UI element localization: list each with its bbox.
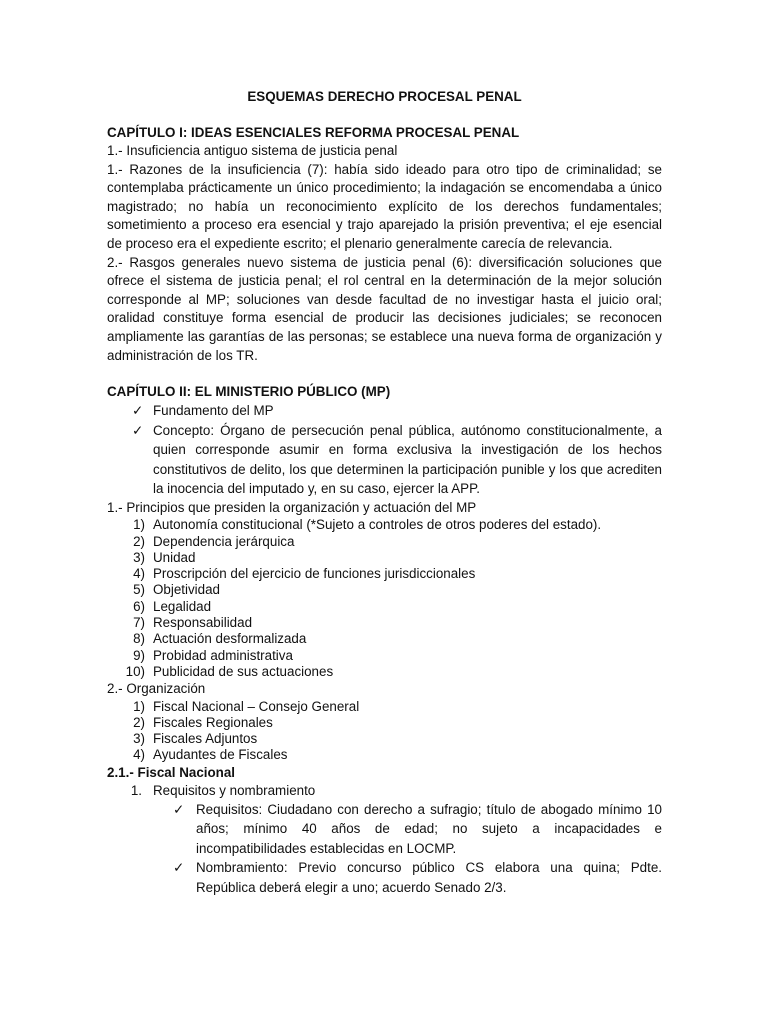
list-item: 2) Fiscales Regionales: [133, 714, 273, 730]
organizacion-heading: 2.- Organización: [107, 681, 206, 697]
chapter-1-paragraph-1: 1.- Insuficiencia antiguo sistema de justicia penal: [107, 143, 398, 158]
document-title: ESQUEMAS DERECHO PROCESAL PENAL: [247, 89, 522, 104]
list-item: 5) Objetividad: [133, 582, 220, 598]
list-item: 2) Dependencia jerárquica: [133, 533, 295, 549]
chapter-1-paragraph-2: 1.- Razones de la insuficiencia (7): había sido ideado para otro tipo de criminalidad; se contemplaba prácticamente un único procedimiento; la indagación se encomendaba a único magistrado; no había un reconocimiento explícito de los derechos fundamentales; sometimiento a proceso era esencial y trajo aparejado la prisión preventiva; el eje esencial de proceso era el expediente escrito; el plenario generalmente carecía de relevancia.: [107, 161, 662, 251]
principios-heading: 1.- Principios que presiden la organización y actuación del MP: [107, 499, 477, 515]
check-item: [107, 401, 662, 421]
list-item: 1. Requisitos y nombramiento: [130, 782, 316, 798]
list-item: 4) Proscripción del ejercicio de funciones jurisdiccionales: [133, 566, 476, 582]
check-icon: ✓: [173, 860, 185, 876]
check-icon: ✓: [173, 801, 185, 817]
check-item: [107, 421, 662, 499]
list-item: 6) Legalidad: [133, 598, 212, 614]
check-item-text: Nombramiento: Previo concurso público CS elabora una quina; Pdte. República deberá elegir a uno; acuerdo Senado 2/3.: [196, 860, 662, 895]
list-item: 7) Responsabilidad: [133, 615, 253, 630]
check-item-text: Requisitos: Ciudadano con derecho a sufragio; título de abogado mínimo 10 años; mínimo 40 años de edad; no sujeto a incapacidades e incompatibilidades establecidas en LOCMP.: [196, 801, 662, 856]
chapter-2-heading: CAPÍTULO II: EL MINISTERIO PÚBLICO (MP): [107, 384, 391, 400]
list-item: 4) Ayudantes de Fiscales: [133, 747, 288, 763]
spacer: [107, 365, 662, 383]
list-item: 1) Fiscal Nacional – Consejo General: [133, 698, 360, 714]
check-item: [107, 858, 662, 897]
list-item: 3) Fiscales Adjuntos: [133, 731, 258, 747]
list-item: 8) Actuación desformalizada: [133, 631, 307, 647]
chapter-1-paragraph-3: 2.- Rasgos generales nuevo sistema de justicia penal (6): diversificación soluciones que ofrece el sistema de justicia penal; el rol central en la determinación de la mejor solución corresponde al MP; soluciones van desde facultad de no investigar hasta el juicio oral; oralidad constituye forma esencial de producir las decisiones judiciales; se reconocen ampliamente las garantías de las personas; se establece una nueva forma de organización y administración de los TR.: [107, 254, 662, 363]
chapter-1-heading: CAPÍTULO I: IDEAS ESENCIALES REFORMA PROCESAL PENAL: [107, 125, 520, 140]
check-item: [107, 800, 662, 859]
check-item-text: Concepto: Órgano de persecución penal pública, autónomo constitucionalmente, a quien corresponde asumir en forma exclusiva la investigación de los hechos constitutivos de delito, los que determinen la participación punible y los que acrediten la inocencia del imputado y, en su caso, ejercer la APP.: [153, 422, 662, 497]
list-item: 9) Probidad administrativa: [133, 647, 293, 663]
list-item: 1) Autonomía constitucional (*Sujeto a controles de otros poderes del estado).: [133, 517, 602, 533]
fiscal-nacional-heading: 2.1.- Fiscal Nacional: [107, 764, 236, 780]
check-icon: ✓: [132, 422, 144, 438]
check-icon: ✓: [132, 403, 144, 419]
document-body: [107, 88, 662, 897]
list-item: 3) Unidad: [133, 549, 196, 565]
list-item: 10) Publicidad de sus actuaciones: [125, 663, 334, 679]
check-item-text: Fundamento del MP: [153, 403, 274, 419]
